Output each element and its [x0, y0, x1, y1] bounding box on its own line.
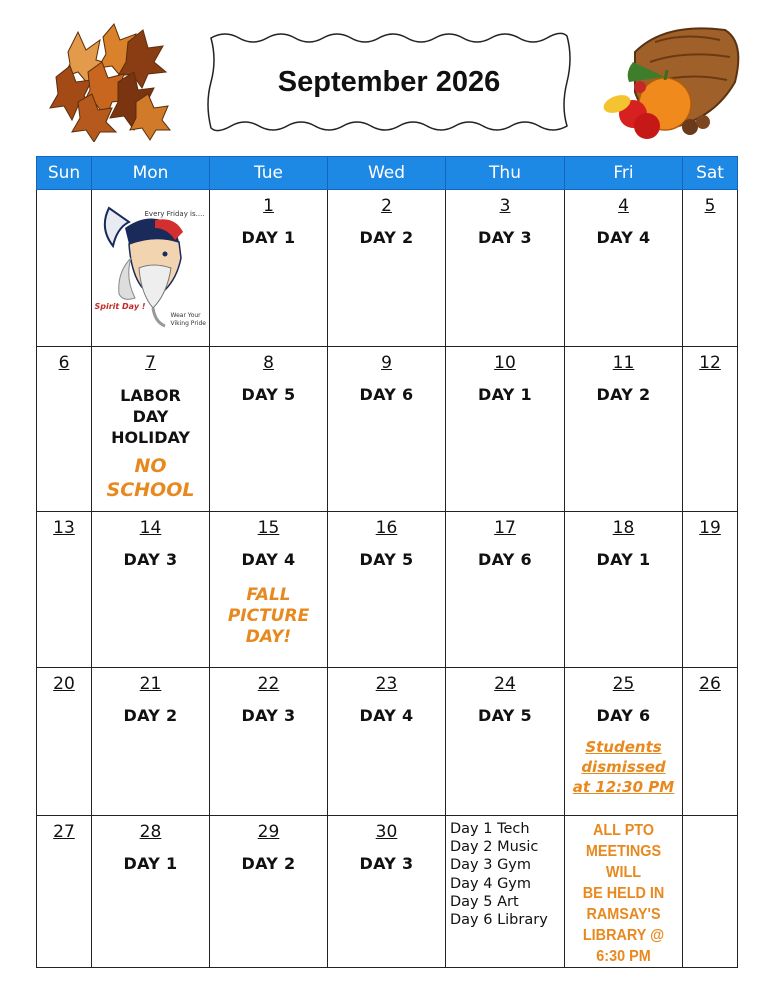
- spirit-day-caption: Every Friday is....: [144, 210, 205, 218]
- day-number: 23: [375, 674, 398, 694]
- rotation-day-label: DAY 1: [123, 854, 178, 873]
- day-cell: [683, 512, 738, 668]
- day-cell: [565, 190, 683, 347]
- week-row: [37, 512, 738, 668]
- day-cell: [92, 816, 210, 968]
- rotation-day-label: DAY 6: [478, 550, 532, 569]
- day-cell: [565, 668, 683, 816]
- day-cell: [210, 512, 328, 668]
- day-cell: [683, 347, 738, 512]
- spirit-day-label: Spirit Day !: [94, 302, 146, 311]
- day-cell: [92, 668, 210, 816]
- weekday-fri: Fri: [565, 157, 683, 190]
- spirit-day-tagline: Wear Your Viking Pride: [170, 312, 206, 327]
- rotation-day-label: DAY 4: [359, 706, 414, 725]
- day-number: 11: [612, 353, 635, 373]
- day-number: 24: [494, 674, 516, 694]
- day-cell: [37, 347, 92, 512]
- day-number: 1: [263, 196, 274, 216]
- day-cell: [92, 512, 210, 668]
- rotation-day-label: DAY 6: [359, 385, 414, 404]
- day-cell: [328, 816, 446, 968]
- day-cell: [210, 190, 328, 347]
- early-dismissal-note: Students dismissed at 12:30 PM: [572, 738, 675, 796]
- rotation-day-label: DAY 4: [241, 550, 296, 569]
- week-row: [37, 347, 738, 512]
- rotation-day-label: DAY 3: [478, 228, 532, 247]
- pto-notice-cell: [565, 816, 683, 968]
- weekday-header-row: [37, 157, 738, 190]
- day-number: 27: [53, 822, 75, 842]
- day-cell: [328, 190, 446, 347]
- rotation-day-label: DAY 4: [596, 228, 651, 247]
- day-number: 6: [58, 353, 70, 373]
- day-cell-empty: [37, 190, 92, 347]
- day-number: 9: [381, 353, 392, 373]
- day-number: 28: [139, 822, 162, 842]
- day-cell: [446, 347, 565, 512]
- rotation-day-label: DAY 2: [241, 854, 296, 873]
- day-number: 17: [494, 518, 516, 538]
- day-number: 7: [145, 353, 156, 373]
- day-number: 8: [263, 353, 274, 373]
- specials-schedule-cell: [446, 816, 565, 968]
- rotation-day-label: DAY 3: [241, 706, 296, 725]
- week-row: [37, 816, 738, 968]
- spirit-day-cell: [92, 190, 210, 347]
- specials-list: [446, 816, 564, 929]
- rotation-day-label: DAY 5: [359, 550, 414, 569]
- day-cell: [328, 347, 446, 512]
- rotation-day-label: DAY 1: [478, 385, 532, 404]
- day-number: 30: [375, 822, 398, 842]
- day-number: 29: [257, 822, 280, 842]
- day-cell: [37, 668, 92, 816]
- rotation-day-label: DAY 2: [123, 706, 178, 725]
- cornucopia-icon: [595, 22, 745, 147]
- day-cell: [37, 816, 92, 968]
- day-cell: [683, 190, 738, 347]
- day-cell: [328, 668, 446, 816]
- week-row: [37, 668, 738, 816]
- day-number: 20: [53, 674, 75, 694]
- week-row: [37, 190, 738, 347]
- rotation-day-label: DAY 5: [241, 385, 296, 404]
- calendar-grid: [36, 156, 738, 968]
- weekday-mon: Mon: [92, 157, 210, 190]
- day-number: 13: [53, 518, 75, 538]
- rotation-day-label: DAY 6: [596, 706, 651, 725]
- day-number: 10: [494, 353, 516, 373]
- day-cell: [92, 347, 210, 512]
- day-cell: [683, 668, 738, 816]
- day-cell: [565, 512, 683, 668]
- weekday-sun: Sun: [37, 157, 92, 190]
- rotation-day-label: DAY 5: [478, 706, 532, 725]
- autumn-leaves-icon: [48, 22, 173, 142]
- page-title: September 2026: [277, 65, 501, 98]
- specials-item: Day 1 Tech: [450, 821, 530, 837]
- picture-day-note: FALL PICTURE DAY!: [227, 585, 310, 647]
- day-cell: [328, 512, 446, 668]
- day-number: 2: [381, 196, 392, 216]
- day-number: 19: [699, 518, 721, 538]
- day-cell: [210, 816, 328, 968]
- weekday-thu: Thu: [446, 157, 565, 190]
- weekday-tue: Tue: [210, 157, 328, 190]
- day-number: 16: [375, 518, 398, 538]
- day-number: 5: [704, 196, 716, 216]
- pto-meeting-note: ALL PTO MEETINGS WILL BE HELD IN RAMSAY'S LIBRARY @ 6:30 PM: [582, 822, 665, 965]
- rotation-day-label: DAY 3: [123, 550, 178, 569]
- day-number: 25: [612, 674, 635, 694]
- day-cell: [446, 512, 565, 668]
- day-cell: [446, 190, 565, 347]
- rotation-day-label: DAY 3: [359, 854, 414, 873]
- day-cell: [210, 668, 328, 816]
- day-cell: [210, 347, 328, 512]
- day-cell: [37, 512, 92, 668]
- day-number: 22: [257, 674, 280, 694]
- specials-item: Day 5 Art: [450, 893, 519, 910]
- day-number: 18: [612, 518, 635, 538]
- title-banner: [205, 28, 573, 136]
- holiday-label: LABOR DAY HOLIDAY: [111, 386, 190, 447]
- specials-item: Day 4 Gym: [450, 875, 532, 892]
- viking-mascot-icon: [95, 198, 207, 330]
- day-number: 3: [499, 196, 511, 216]
- day-number: 21: [139, 674, 162, 694]
- day-number: 26: [699, 674, 721, 694]
- day-cell: [446, 668, 565, 816]
- rotation-day-label: DAY 1: [241, 228, 296, 247]
- day-number: 15: [257, 518, 280, 538]
- weekday-wed: Wed: [328, 157, 446, 190]
- day-cell-empty: [683, 816, 738, 968]
- day-number: 12: [699, 353, 721, 373]
- specials-item: Day 3 Gym: [450, 857, 532, 874]
- day-cell: [565, 347, 683, 512]
- specials-item: Day 6 Library: [450, 912, 548, 929]
- rotation-day-label: DAY 2: [359, 228, 414, 247]
- specials-item: Day 2 Music: [450, 839, 539, 856]
- weekday-sat: Sat: [683, 157, 738, 190]
- rotation-day-label: DAY 1: [596, 550, 651, 569]
- rotation-day-label: DAY 2: [596, 385, 651, 404]
- no-school-note: NO SCHOOL: [106, 455, 195, 501]
- day-number: 14: [139, 518, 162, 538]
- day-number: 4: [618, 196, 629, 216]
